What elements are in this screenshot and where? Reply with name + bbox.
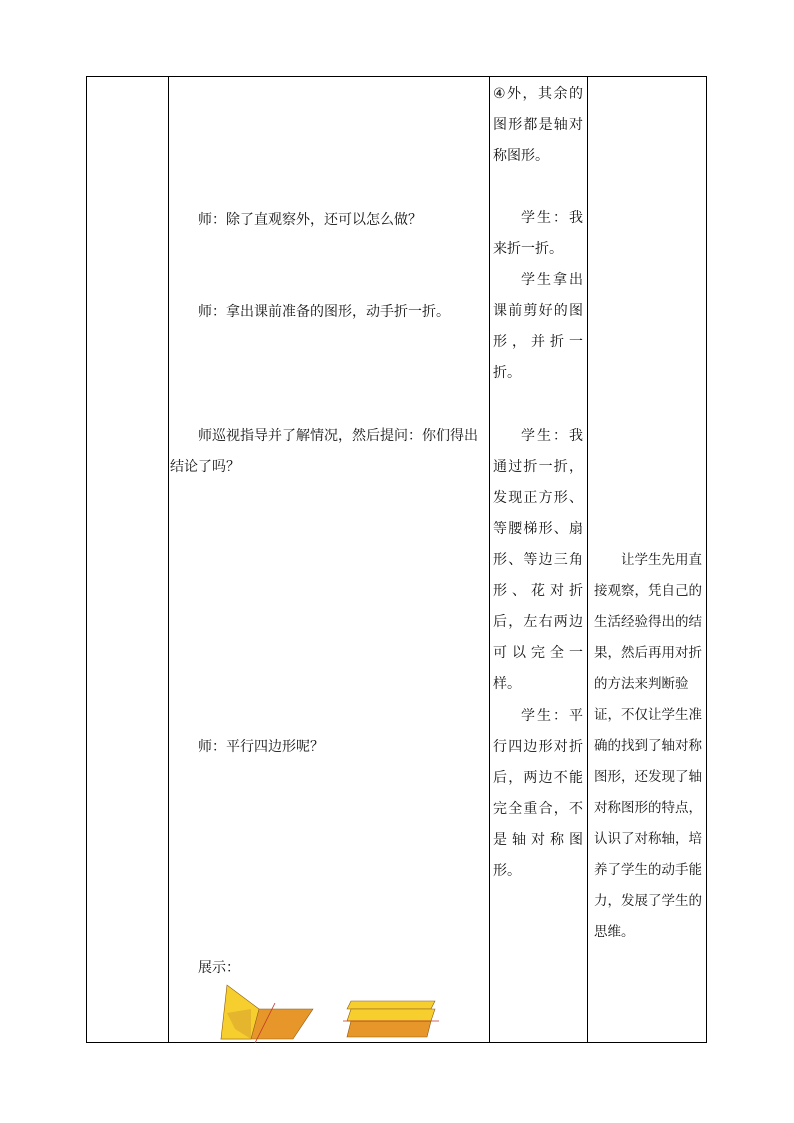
- teacher-question-conclusion: 师巡视指导并了解情况，然后提问：你们得出结论了吗？: [170, 428, 478, 475]
- column-divider-2: [489, 77, 490, 1042]
- teacher-question-parallelogram: 师：平行四边形呢？: [198, 739, 324, 755]
- teacher-question-1: 师：除了直观察外，还可以怎么做？: [198, 212, 422, 228]
- fold-figure-2-body: [347, 1009, 435, 1021]
- teacher-instruction-fold: 师：拿出课前准备的图形，动手折一折。: [198, 304, 450, 320]
- design-intent-text: 让学生先用直接观察，凭自己的生活经验得出的结果，然后再用对折的方法来判断验证，不仅让学生准确的找到了轴对称图形，还发现了轴对称图形的特点，认识了对称轴，培养了学生的动手能力，发展了学生的思维。: [594, 552, 702, 940]
- fold-illustration: [207, 979, 447, 1043]
- student-answer-1: ④外，其余的图形都是轴对称图形。: [493, 86, 583, 164]
- student-answer-3: 学生：我通过折一折，发现正方形、等腰梯形、扇形、等边三角形、花对折后，左右两边可以完全一样。: [493, 428, 583, 692]
- student-answer-4: 学生：平行四边形对折后，两边不能完全重合，不是轴对称图形。: [493, 708, 583, 879]
- column-divider-3: [587, 77, 588, 1042]
- lesson-table: [86, 76, 707, 1043]
- student-answer-2: 学生：我来折一折。: [493, 210, 583, 257]
- fold-figure-2-bottom: [347, 1021, 431, 1037]
- fold-figure-1: [221, 985, 313, 1043]
- fold-figure-2-top: [347, 1001, 435, 1009]
- teacher-show-label: 展示：: [198, 960, 240, 976]
- fold-figure-2: [343, 1001, 439, 1037]
- parallelogram-fold-figures: [207, 979, 447, 1043]
- student-action-fold: 学生拿出课前剪好的图形，并折一折。: [493, 272, 583, 381]
- column-divider-1: [168, 77, 169, 1042]
